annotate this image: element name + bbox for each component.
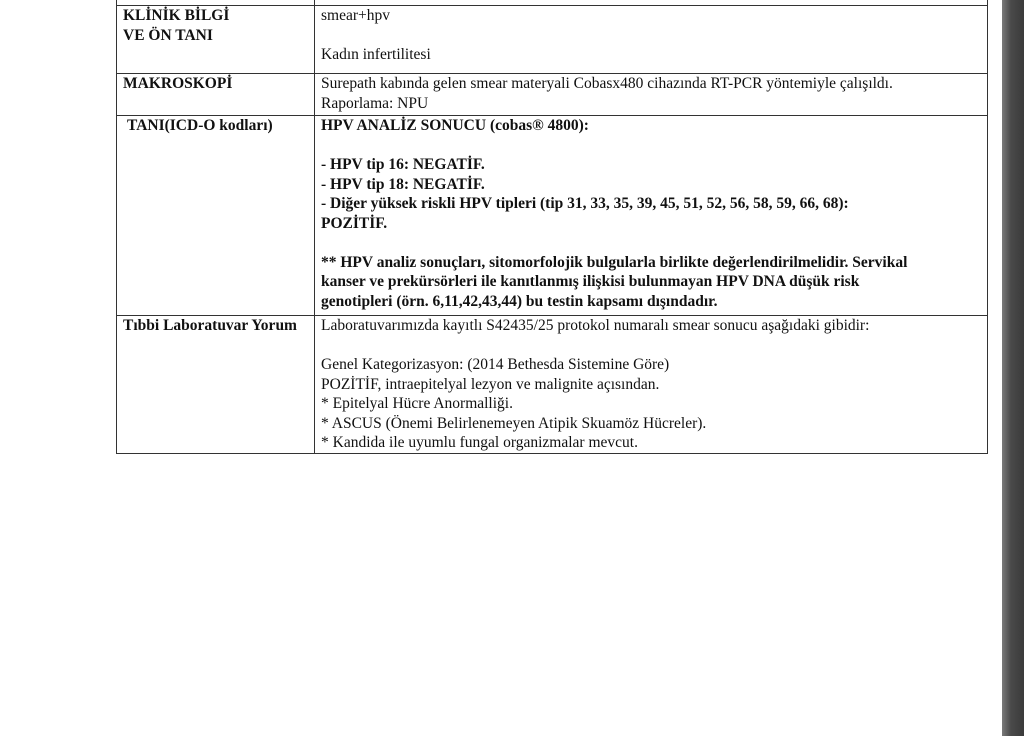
viewer-edge-shadow [1002,0,1024,736]
clinical-info-label-cell [117,6,315,74]
macroscopy-line2: Raporlama: NPU [321,94,429,112]
lab-comment-value-cell [315,316,988,454]
lab-comment-line1: Laboratuvarımızda kayıtlı S42435/25 protokol numaralı smear sonucu aşağıdaki gibidir: [321,317,870,334]
clinical-info-label-line1: KLİNİK BİLGİ [123,7,230,24]
hpv18-result: - HPV tip 18: NEGATİF. [321,175,485,193]
hpv-analysis-heading: HPV ANALİZ SONUCU (cobas® 4800): [321,117,589,134]
diagnosis-label: TANI(ICD-O kodları) [127,117,273,134]
hpv-note-line1: ** HPV analiz sonuçları, sitomorfolojik bulgularla birlikte değerlendirilmelidir. Servikal [321,253,908,271]
macroscopy-label: MAKROSKOPİ [123,75,233,92]
clinical-info-line1: smear+hpv [321,7,391,24]
lab-comment-line2: Genel Kategorizasyon: (2014 Bethesda Sistemine Göre) [321,356,670,373]
hpv-note-line3: genotipleri (örn. 6,11,42,43,44) bu testin kapsamı dışındadır. [321,292,718,310]
macroscopy-row [117,74,988,116]
lab-comment-line6: * Kandida ile uyumlu fungal organizmalar mevcut. [321,434,638,451]
lab-comment-line5: * ASCUS (Önemi Belirlenemeyen Atipik Skuamöz Hücreler). [321,414,707,432]
diagnosis-value-cell [315,116,988,316]
lab-comment-line3: POZİTİF, intraepitelyal lezyon ve malignite açısından. [321,375,660,393]
lab-comment-label: Tıbbi Laboratuvar Yorum [123,317,297,334]
macroscopy-line1: Surepath kabında gelen smear materyali Cobasx480 cihazında RT-PCR yöntemiyle çalışıldı. [321,75,893,92]
hpv16-result: - HPV tip 16: NEGATİF. [321,156,485,173]
other-hr-hpv-line2: POZİTİF. [321,214,388,232]
lab-comment-row [117,316,988,454]
hpv-note-line2: kanser ve prekürsörleri ile kanıtlanmış ilişkisi bulunmayan HPV DNA düşük risk [321,273,860,290]
clinical-info-value-cell [315,6,988,74]
macroscopy-label-cell [117,74,315,116]
clinical-info-row [117,6,988,74]
clinical-info-label-line2: VE ÖN TANI [123,26,213,44]
lab-comment-line4: * Epitelyal Hücre Anormalliği. [321,395,513,412]
other-hr-hpv-line1: - Diğer yüksek riskli HPV tipleri (tip 31, 33, 35, 39, 45, 51, 52, 56, 58, 59, 66, 68): [321,195,849,212]
report-table [116,0,988,454]
diagnosis-label-cell [117,116,315,316]
macroscopy-value-cell [315,74,988,116]
diagnosis-row [117,116,988,316]
clinical-info-line2: Kadın infertilitesi [321,46,431,63]
lab-comment-label-cell [117,316,315,454]
